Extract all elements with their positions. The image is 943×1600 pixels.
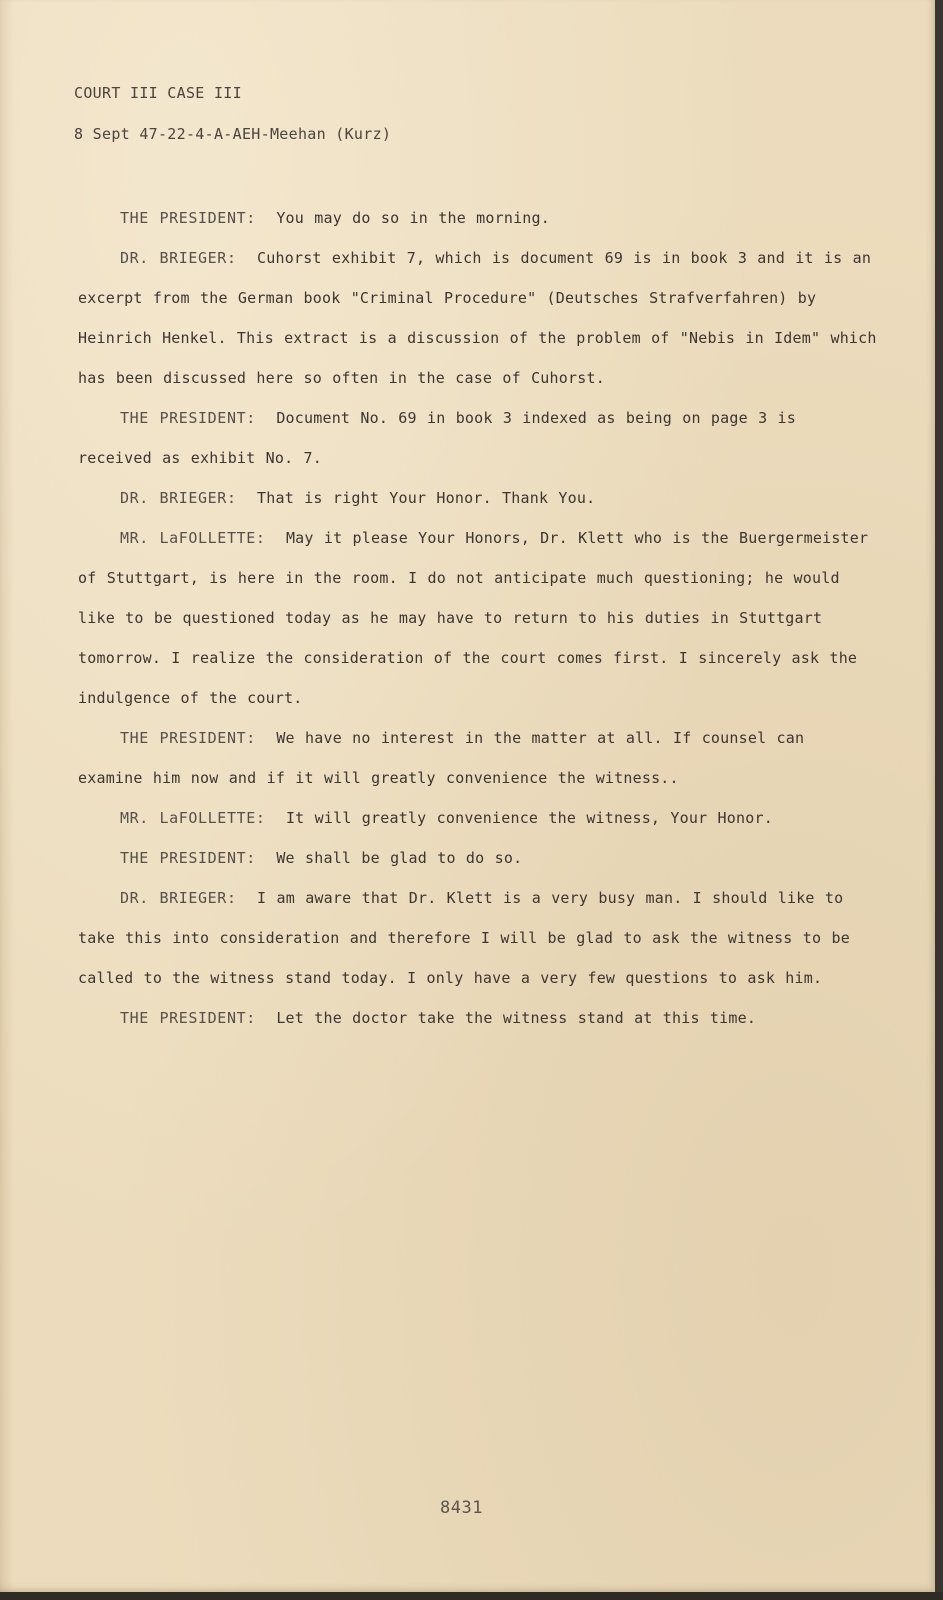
speaker-label: MR. LaFOLLETTE: xyxy=(120,529,266,547)
speaker-label: THE PRESIDENT: xyxy=(120,849,256,867)
speaker-label: DR. BRIEGER: xyxy=(120,249,237,267)
date-reference-line: 8 Sept 47-22-4-A-AEH-Meehan (Kurz) xyxy=(74,125,392,143)
page-number: 8431 xyxy=(440,1498,483,1518)
transcript-paragraph xyxy=(78,718,878,798)
speech-text: I am aware that Dr. Klett is a very busy man. I should like to take this into consideration and therefore I will be glad to ask the witness to be called to the witness stand today. I only have a very few questions to ask him. xyxy=(78,889,850,987)
transcript-paragraph xyxy=(78,398,878,478)
speech-text: May it please Your Honors, Dr. Klett who is the Buergermeister of Stuttgart, is here in the room. I do not anticipate much questioning; he would like to be questioned today as he may have to return to his duties in Stuttgart tomorrow. I realize the consideration of the court comes first. I sincerely ask the indulgence of the court. xyxy=(78,529,869,707)
transcript-paragraph xyxy=(78,998,878,1038)
speaker-label: THE PRESIDENT: xyxy=(120,209,256,227)
speech-text: It will greatly convenience the witness, Your Honor. xyxy=(285,809,773,827)
speaker-label: MR. LaFOLLETTE: xyxy=(120,809,266,827)
transcript-paragraph xyxy=(78,238,878,398)
scan-bottom-edge xyxy=(0,1592,943,1600)
speech-text: We have no interest in the matter at all. If counsel can examine him now and if it will greatly convenience the witness.. xyxy=(78,729,805,787)
speech-text: That is right Your Honor. Thank You. xyxy=(257,489,596,507)
speaker-label: THE PRESIDENT: xyxy=(120,729,256,747)
speaker-label: THE PRESIDENT: xyxy=(120,409,256,427)
speaker-label: DR. BRIEGER: xyxy=(120,489,237,507)
transcript-paragraph xyxy=(78,198,878,238)
court-case-header: COURT III CASE III xyxy=(74,84,242,102)
speech-text: Let the doctor take the witness stand at this time. xyxy=(276,1009,757,1027)
transcript-paragraph xyxy=(78,878,878,998)
transcript-paragraph xyxy=(78,838,878,878)
speech-text: We shall be glad to do so. xyxy=(276,849,523,867)
speech-text: Document No. 69 in book 3 indexed as being on page 3 is received as exhibit No. 7. xyxy=(78,409,797,467)
speech-text: Cuhorst exhibit 7, which is document 69 is in book 3 and it is an excerpt from the German book "Criminal Procedure" (Deutsches Strafverfahren) by Heinrich Henkel. This extract is a discussion of the problem of "Nebis in Idem" which has been discussed here so often in the case of Cuhorst. xyxy=(78,249,877,387)
speaker-label: DR. BRIEGER: xyxy=(120,889,237,907)
transcript-paragraph xyxy=(78,518,878,718)
speech-text: You may do so in the morning. xyxy=(276,209,551,227)
transcript-paragraph xyxy=(78,478,878,518)
speaker-label: THE PRESIDENT: xyxy=(120,1009,256,1027)
transcript-paragraph xyxy=(78,798,878,838)
transcript-body xyxy=(78,198,878,1038)
